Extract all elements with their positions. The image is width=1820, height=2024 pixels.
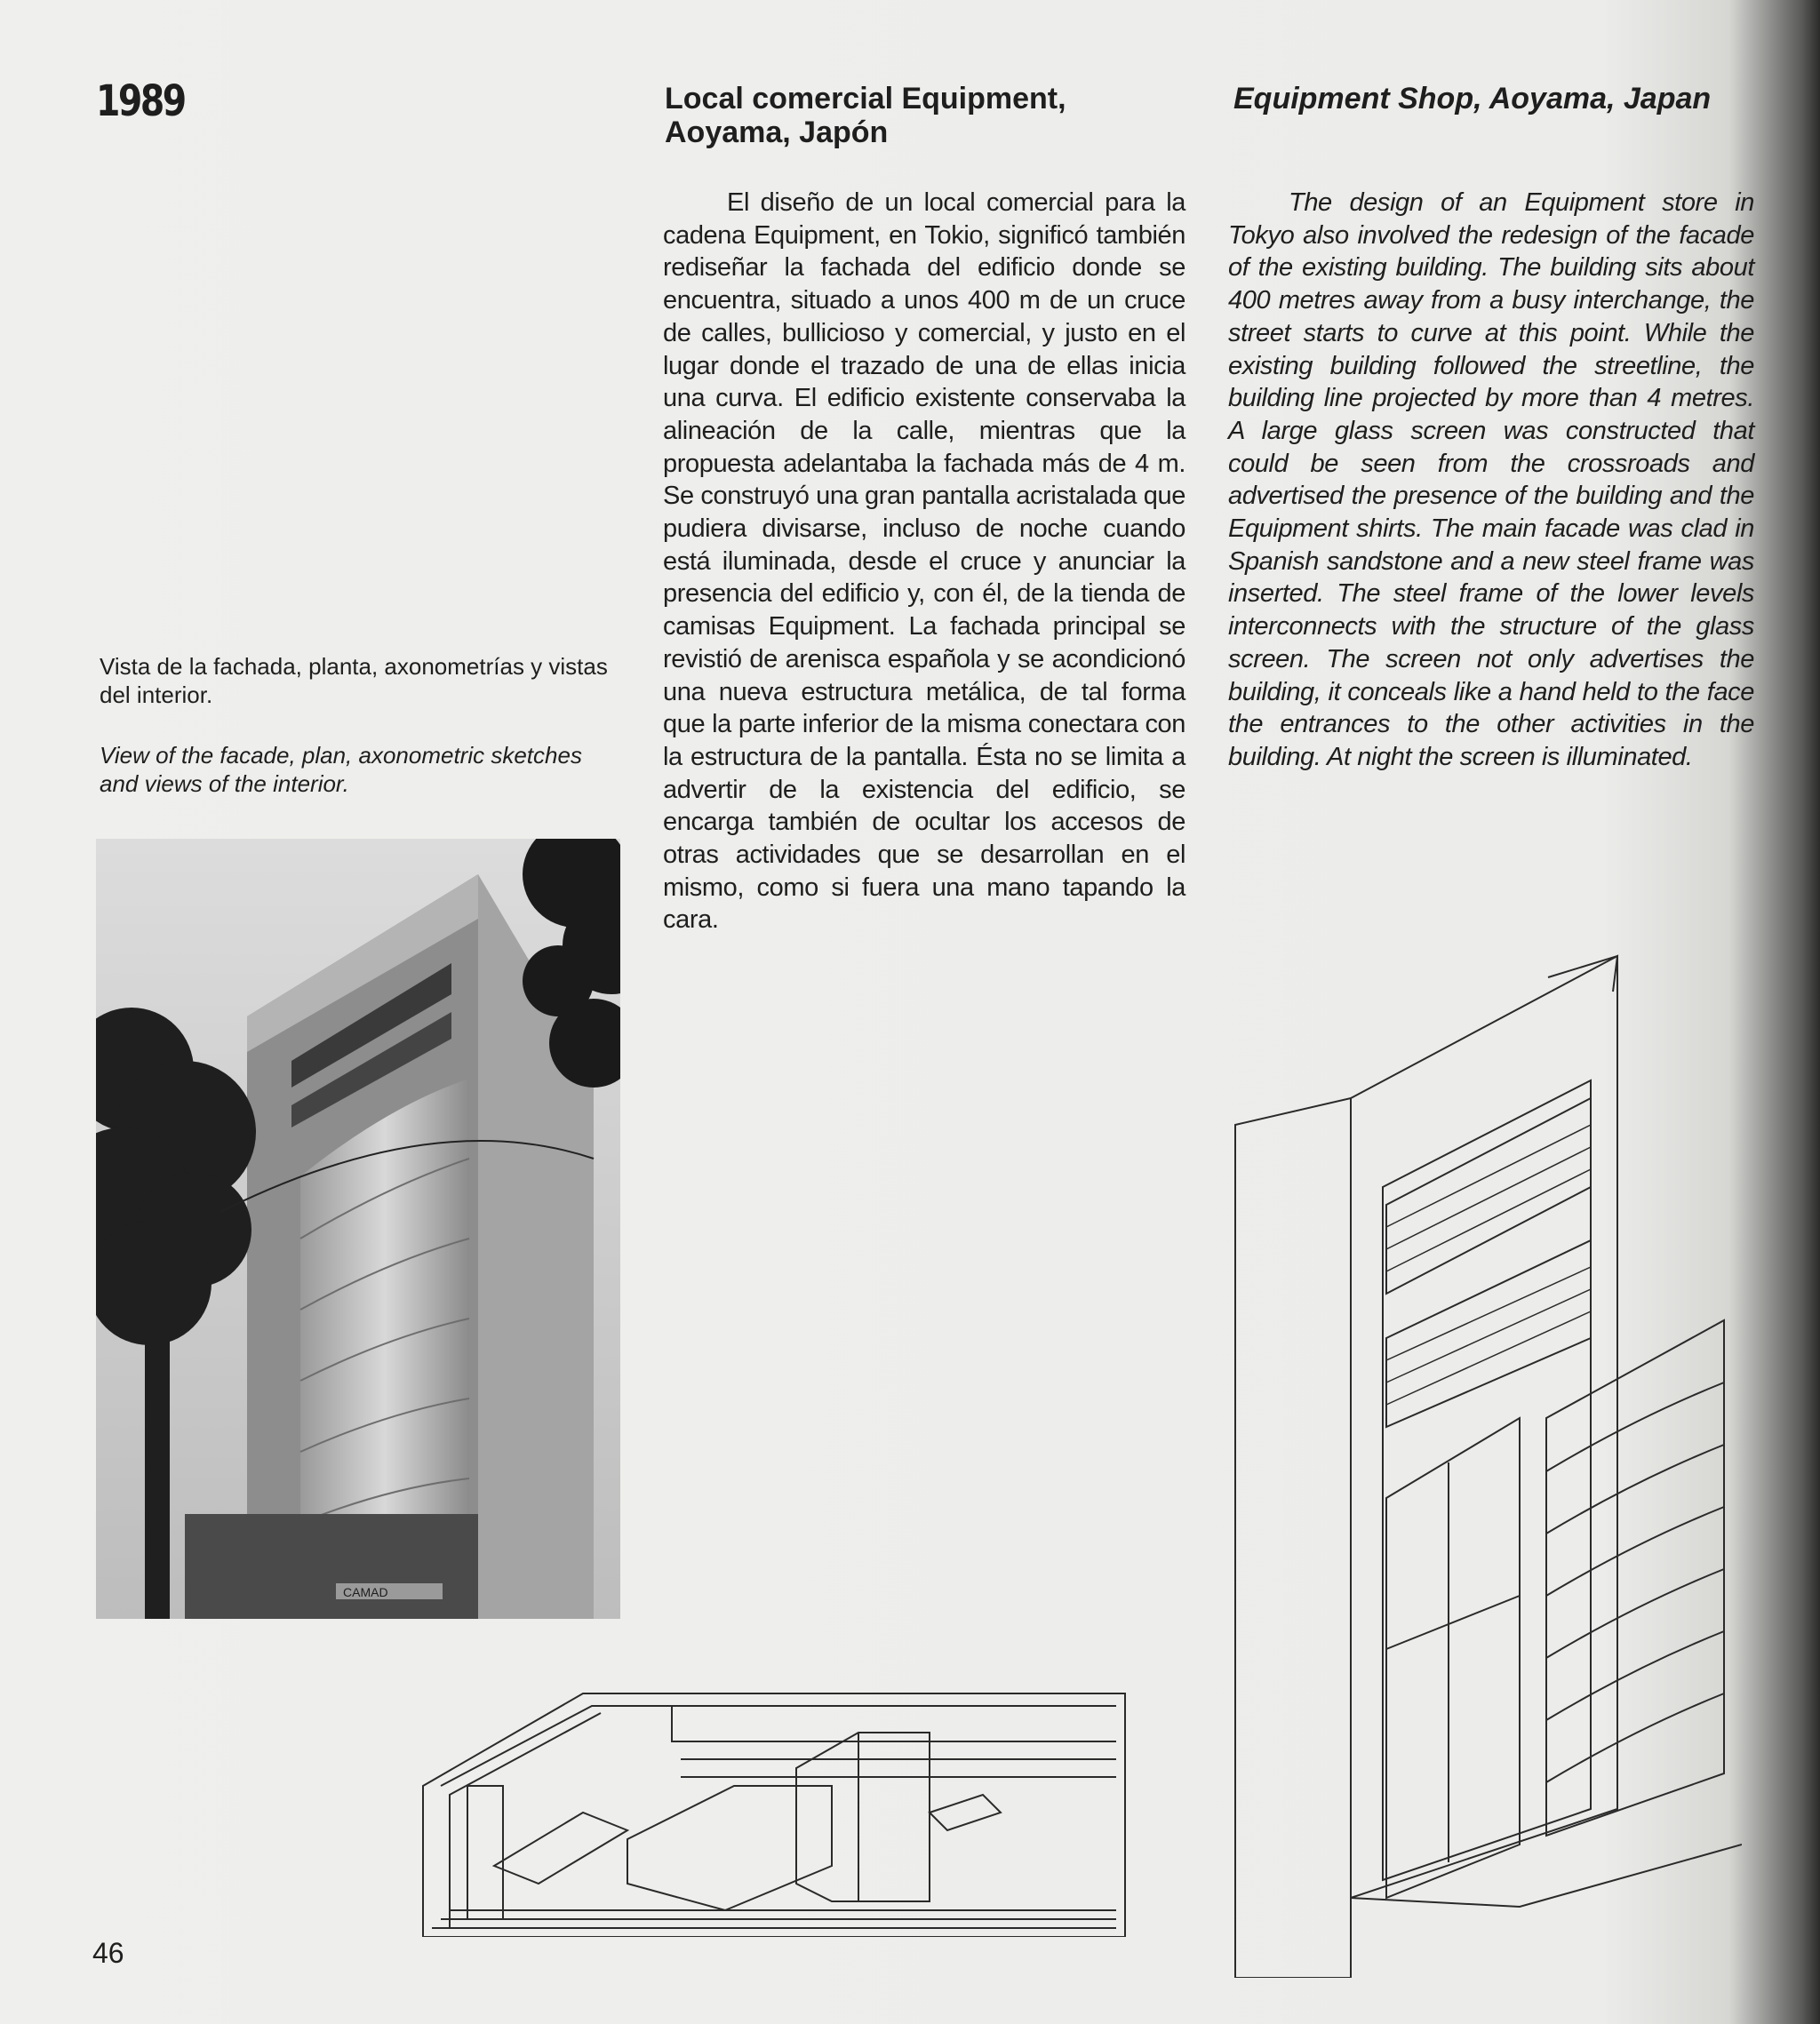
title-english: Equipment Shop, Aoyama, Japan — [1233, 82, 1712, 116]
body-text-english: The design of an Equipment store in Tokyo also involved the redesign of the facade of the existing building. The building sits about 400 metres away from a busy interchange, the street starts to curve at this point. While the existing building followed the streetline, the building line projected by more than 4 metres. A large glass screen was constructed that could be seen from the crossroads and advertised the presence of the building and the Equipment shirts. The main facade was clad in Spanish sandstone and a new steel frame was inserted. The steel frame of the lower levels interconnects with the structure of the glass screen. The screen not only advertises the building, it conceals like a hand held to the face the entrances to the other activities in the building. At night the screen is illuminated. — [1228, 188, 1754, 771]
facade-photo-illustration — [96, 839, 620, 1619]
caption-english: View of the facade, plan, axonometric sketches and views of the interior. — [100, 742, 582, 797]
facade-axonometric-illustration — [1217, 920, 1742, 1978]
body-text-spanish: El diseño de un local comercial para la cadena Equipment, en Tokio, significó también rediseñar la fachada del edificio donde se encuentra, situado a unos 400 m de un cruce de calles, bullicioso y comercial, y justo en el lugar donde el trazado de una de ellas inicia una curva. El edificio existente conservaba la alineación de la calle, mientras que la propuesta adelantaba la fachada más de 4 m. Se construyó una gran pantalla acristalada que pudiera divisarse, incluso de noche cuando está iluminada, desde el cruce y anunciar la presencia del edificio y, con él, de la tienda de camisas Equipment. La fachada principal se revistió de arenisca española y se acondicionó una nueva estructura metálica, de tal forma que la parte inferior de la misma conectara con la estructura de la pantalla. Ésta no se limita a advertir de la existencia del edificio, se encarga también de ocultar los accesos de otras actividades que se desarrollan en el mismo, como si fuera una mano tapando la cara. — [663, 188, 1185, 935]
plan-axonometric-illustration — [414, 1688, 1214, 1937]
axonometric-facade-drawing — [1217, 920, 1742, 1978]
page-number: 46 — [92, 1937, 124, 1969]
shop-sign-text: CAMAD — [343, 1585, 388, 1599]
project-year: 1989 — [96, 76, 185, 126]
caption-spanish: Vista de la fachada, planta, axonometrías y vistas del interior. — [100, 653, 608, 708]
axonometric-plan-drawing — [414, 1688, 1214, 1937]
title-spanish: Local comercial Equipment, Aoyama, Japón — [665, 82, 1066, 149]
facade-photo — [96, 839, 620, 1619]
